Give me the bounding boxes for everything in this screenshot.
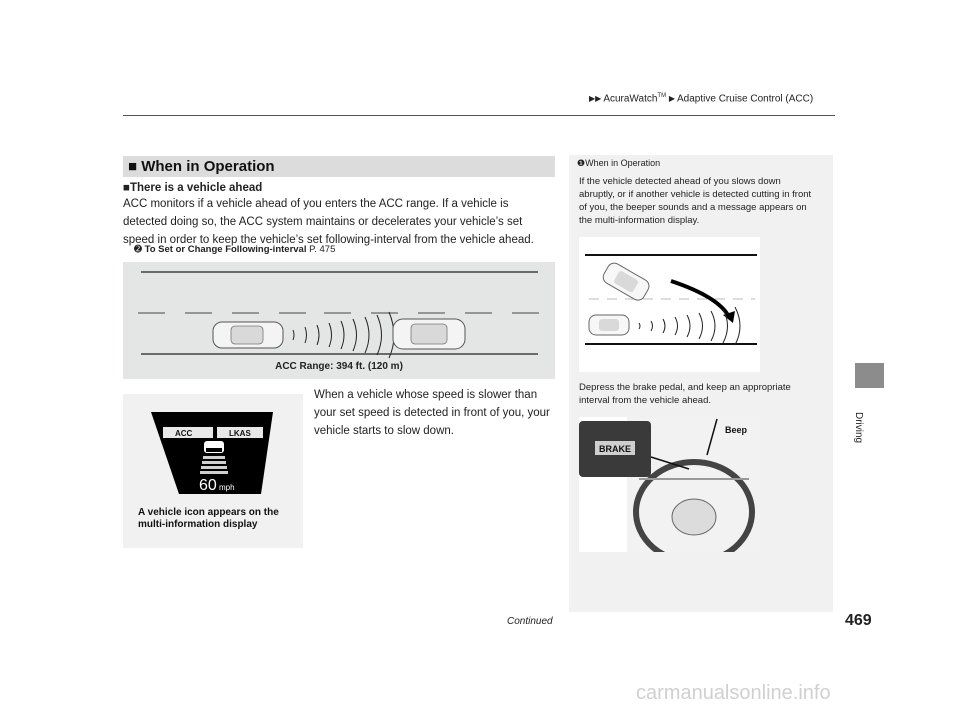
cross-reference[interactable] — [134, 244, 335, 255]
breadcrumb — [589, 93, 813, 104]
lead-car-icon — [393, 319, 465, 349]
breadcrumb-sub: Adaptive Cruise Control (ACC) — [677, 93, 814, 105]
reference-arrow-icon: ➋ — [134, 244, 142, 255]
notes-heading: ❶When in Operation — [577, 158, 661, 168]
note-marker-icon: ❶ — [577, 158, 586, 168]
brake-illustration — [579, 417, 760, 552]
trademark: TM — [657, 93, 667, 99]
cut-in-diagram — [579, 237, 760, 372]
chapter-tab[interactable] — [855, 363, 884, 388]
slow-down-paragraph: When a vehicle whose speed is slower than your set speed is detected in front of you, your vehicle starts to slow down. — [314, 389, 550, 437]
watermark: carmanualsonline.info — [636, 682, 831, 704]
speed-unit: mph — [219, 483, 235, 492]
cutting-in-car-icon — [601, 261, 652, 303]
continued-label: Continued — [507, 616, 553, 627]
display-caption: A vehicle icon appears on the multi-information display — [138, 507, 279, 530]
xref-page: P. 475 — [309, 244, 336, 255]
subsection-title: ■There is a vehicle ahead — [123, 182, 263, 194]
brake-message: BRAKE — [599, 444, 632, 454]
notes-paragraph: If the vehicle detected ahead of you slows down abruptly, or if another vehicle is detected cutting in front of you, the beeper sounds and a message appears on the multi-information display. — [579, 176, 812, 226]
body-paragraph: ACC monitors if a vehicle ahead of you enters the ACC range. If a vehicle is detected doing so, the ACC system maintains or decelerates your vehicle’s set speed in order to keep the vehicle’s set following-interval from the vehicle ahead. — [123, 198, 534, 246]
lkas-indicator: LKAS — [229, 429, 251, 438]
own-car-icon — [213, 322, 283, 348]
vehicle-ahead-icon — [204, 441, 224, 453]
radar-waves-icon — [293, 312, 394, 358]
beep-label: Beep — [725, 425, 748, 435]
acc-range-label: ACC Range: 394 ft. (120 m) — [275, 361, 403, 372]
breadcrumb-arrow-icon: ▶ — [668, 94, 676, 104]
square-bullet-icon: ■ — [123, 182, 130, 194]
square-bullet-icon: ■ — [128, 158, 138, 175]
breadcrumb-arrow-icon: ▶▶ — [589, 94, 602, 104]
section-title: ■ When in Operation — [128, 158, 275, 175]
acc-indicator: ACC — [175, 429, 193, 438]
radar-waves-icon — [639, 307, 740, 345]
page-number: 469 — [845, 612, 872, 629]
own-car-icon — [589, 315, 629, 335]
header-divider — [123, 115, 835, 116]
cut-in-illustration — [579, 237, 760, 372]
notes-paragraph: Depress the brake pedal, and keep an appropriate interval from the vehicle ahead. — [579, 382, 791, 406]
breadcrumb-main: AcuraWatch — [603, 93, 658, 105]
chapter-label: Driving — [853, 412, 864, 444]
xref-label: To Set or Change Following-interval — [144, 244, 307, 255]
steering-wheel-diagram — [579, 417, 760, 552]
set-speed: 60 — [199, 477, 217, 494]
